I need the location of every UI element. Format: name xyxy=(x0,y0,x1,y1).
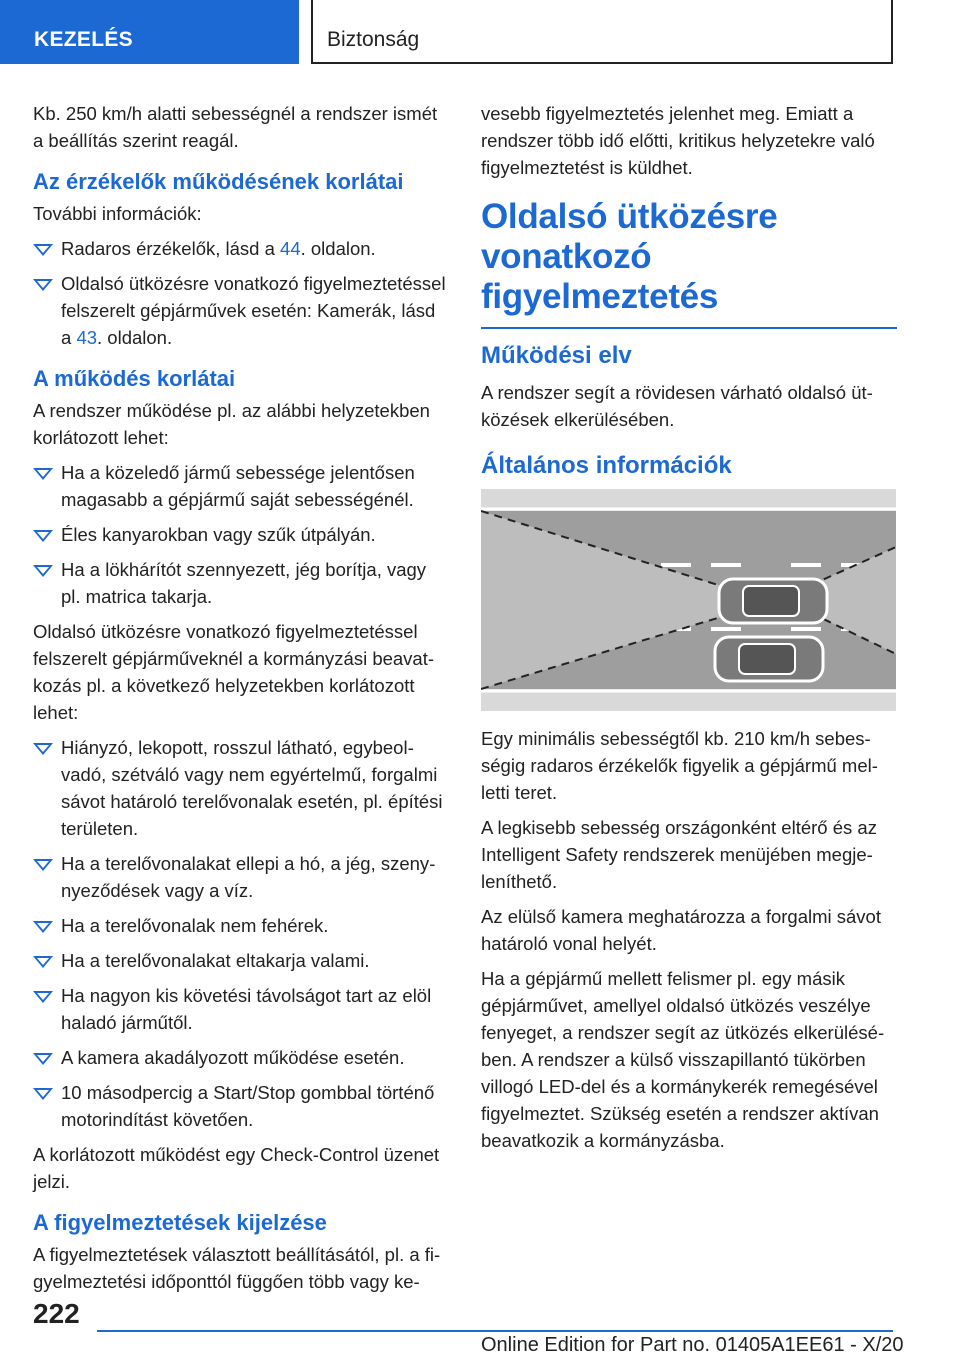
bullet-triangle-icon xyxy=(33,530,53,542)
car-icon xyxy=(719,579,827,623)
heading-warning-display: A figyelmeztetések kijelzése xyxy=(33,1210,327,1235)
list-item: Ha a lökhárítót szennyezett, jég borítja, vagy pl. matrica takarja. xyxy=(33,556,449,610)
paragraph: A figyelmeztetések választott beállításától, pl. a figyelmeztetési időponttól függően több vagy ke- xyxy=(33,1244,441,1292)
list-item: Oldalsó ütközésre vonatkozó figyelmeztetéssel felszerelt gépjárművek esetén: Kamerák, lásd a 43. oldalon. xyxy=(33,270,449,351)
paragraph: A rendszer segít a rövidesen várható oldalsó ütközések elkerülésében. xyxy=(481,382,873,430)
radar-zones-illustration xyxy=(481,489,896,711)
paragraph: Egy minimális sebességtől kb. 210 km/h sebességig radaros érzékelők figyelik a gépjármű melletti teret. xyxy=(481,728,878,803)
paragraph: Ha a gépjármű mellett felismer pl. egy másik gépjárművet, amellyel oldalsó ütközés veszélye fenyeget, a rendszer segít az ütközés elkerülésében. A rendszer a külső visszapillantó tükörben villogó LED-del és a kormánykerék remegésével figyelmeztet. Szükség esetén a rendszer aktívan beavatkozik a kormányzásba. xyxy=(481,968,885,1151)
footer-text: Online Edition for Part no. 01405A1EE61 - X/20 xyxy=(481,1334,904,1356)
page-number: 222 xyxy=(33,1298,80,1329)
left-column xyxy=(33,100,449,1303)
paragraph: A legkisebb sebesség országonként eltérő és az Intelligent Safety rendszerek menüjében megjeleníthető. xyxy=(481,817,877,892)
right-column xyxy=(481,100,897,1162)
bullet-triangle-icon xyxy=(33,921,53,933)
bullet-triangle-icon xyxy=(33,859,53,871)
paragraph: A rendszer működése pl. az alábbi helyzetekben korlátozott lehet: xyxy=(33,400,430,448)
paragraph: További információk: xyxy=(33,203,202,224)
heading-general-info: Általános információk xyxy=(481,452,732,479)
bullet-triangle-icon xyxy=(33,743,53,755)
bullet-triangle-icon xyxy=(33,1053,53,1065)
radar-zones-diagram xyxy=(481,489,896,711)
limits-list xyxy=(33,459,449,610)
list-item: Ha a közeledő jármű sebessége jelentősen magasabb a gépjármű saját sebességénél. xyxy=(33,459,449,513)
list-item: Radaros érzékelők, lásd a 44. oldalon. xyxy=(33,235,449,262)
car-icon xyxy=(715,637,823,681)
bullet-triangle-icon xyxy=(33,244,53,256)
paragraph: Kb. 250 km/h alatti sebességnél a rendszer ismét a beállítás szerint reagál. xyxy=(33,103,438,151)
bullet-triangle-icon xyxy=(33,468,53,480)
page-link[interactable]: 44 xyxy=(280,238,301,259)
list-item: Hiányzó, lekopott, rosszul látható, egybeolvadó, szétváló vagy nem egyértelmű, forgalmi sávot határoló terelővonalak esetén, pl. építési területen. xyxy=(33,734,449,842)
heading-principle: Működési elv xyxy=(481,342,632,369)
footer-divider xyxy=(97,1330,893,1332)
heading-sensor-limits: Az érzékelők működésének korlátai xyxy=(33,169,404,194)
page-link[interactable]: 43 xyxy=(76,327,98,348)
list-item: Éles kanyarokban vagy szűk útpályán. xyxy=(33,521,449,548)
bullet-triangle-icon xyxy=(33,565,53,577)
section-tab xyxy=(0,0,299,64)
subsection-title: Biztonság xyxy=(327,28,420,51)
section-title: KEZELÉS xyxy=(34,28,133,51)
paragraph: A korlátozott működést egy Check-Control üzenet jelzi. xyxy=(33,1144,440,1192)
paragraph: Az elülső kamera meghatározza a forgalmi sávot határoló vonal helyét. xyxy=(481,906,881,954)
list-item: 10 másodpercig a Start/Stop gombbal történő motorindítást követően. xyxy=(33,1079,449,1133)
list-item: Ha a terelővonalak nem fehérek. xyxy=(33,912,449,939)
list-item: A kamera akadályozott működése esetén. xyxy=(33,1044,449,1071)
bullet-triangle-icon xyxy=(33,279,53,291)
steering-limits-list xyxy=(33,734,449,1133)
title-divider xyxy=(481,327,897,329)
list-item: Ha a terelővonalakat eltakarja valami. xyxy=(33,947,449,974)
heading-operation-limits: A működés korlátai xyxy=(33,366,236,391)
paragraph: vesebb figyelmeztetés jelenhet meg. Emiatt a rendszer több idő előtti, kritikus helyzetekre való figyelmeztetést is küldhet. xyxy=(481,103,875,178)
bullet-triangle-icon xyxy=(33,956,53,968)
bullet-triangle-icon xyxy=(33,1088,53,1100)
list-item: Ha a terelővonalakat ellepi a hó, a jég, szenynyeződések vagy a víz. xyxy=(33,850,449,904)
sensor-info-list xyxy=(33,235,449,351)
bullet-triangle-icon xyxy=(33,991,53,1003)
chapter-title: Oldalsó ütközésre vonatkozó figyelmeztetés xyxy=(481,197,778,316)
paragraph: Oldalsó ütközésre vonatkozó figyelmeztetéssel felszerelt gépjárműveknél a kormányzási beavatkozás pl. a következő helyzetekben korlátozott lehet: xyxy=(33,621,435,723)
list-item: Ha nagyon kis követési távolságot tart az elöl haladó járműtől. xyxy=(33,982,449,1036)
subsection-header xyxy=(311,0,893,64)
